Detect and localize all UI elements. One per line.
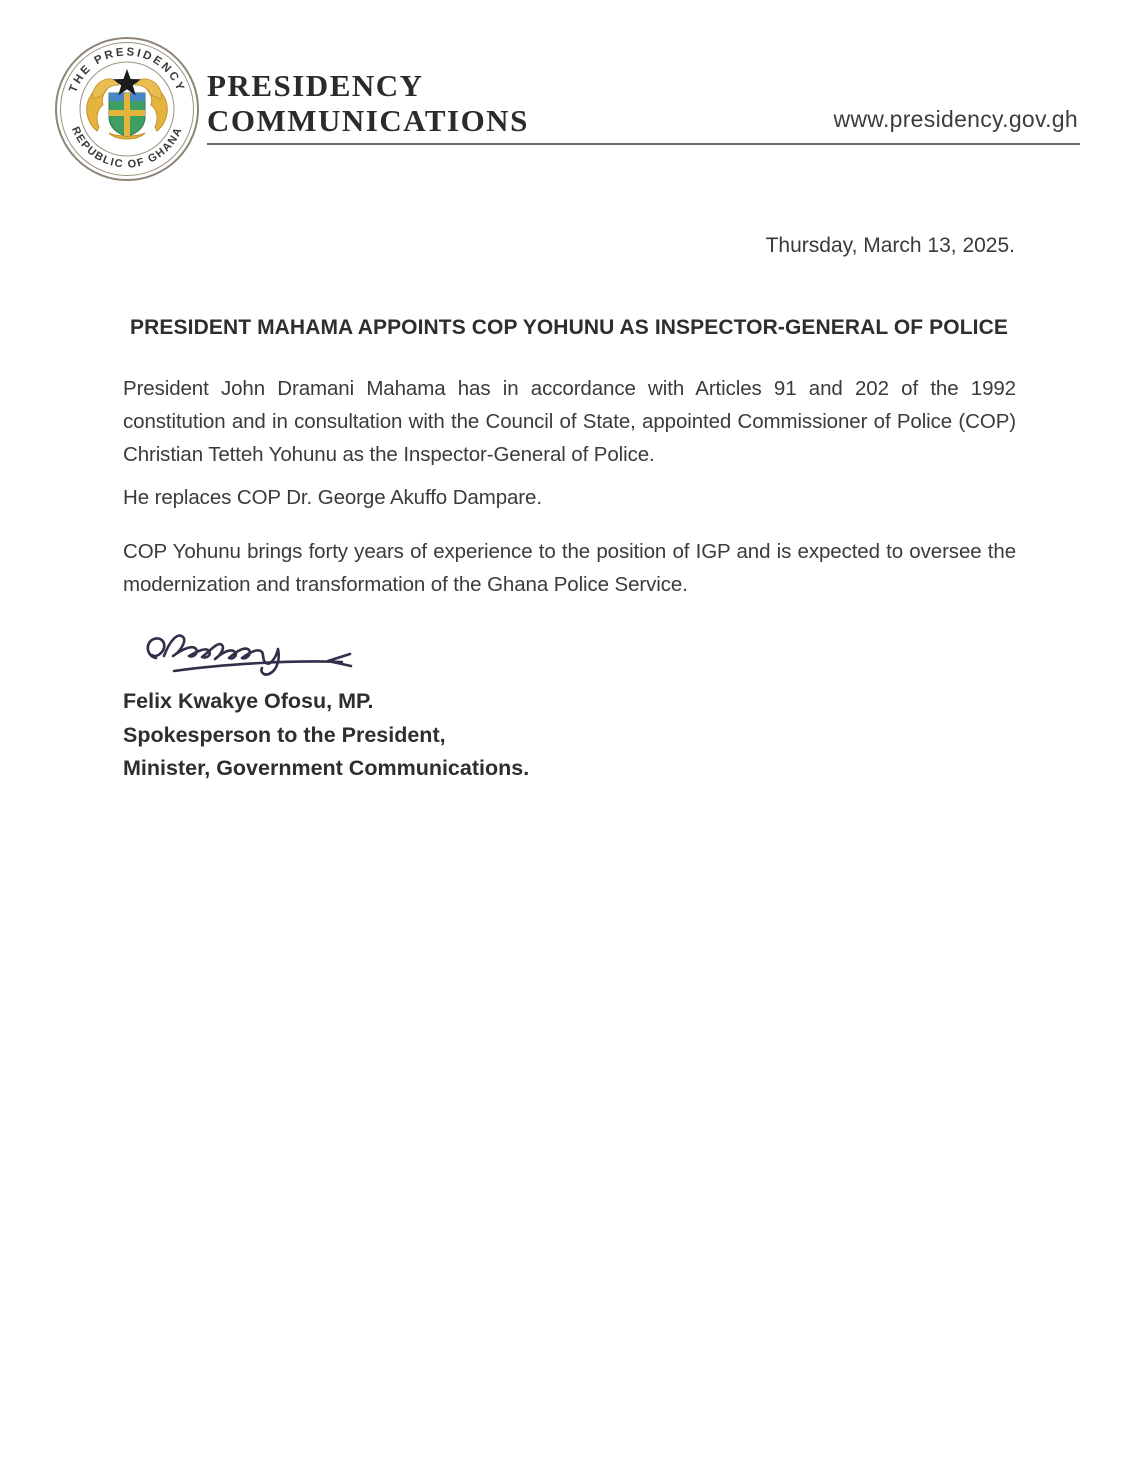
- brand-line2: COMMUNICATIONS: [207, 103, 529, 138]
- website-url: www.presidency.gov.gh: [833, 106, 1078, 132]
- signatory-role-1: Spokesperson to the President,: [123, 722, 446, 747]
- seal-bottom-text: REPUBLIC OF GHANA: [68, 124, 186, 171]
- document-title: PRESIDENT MAHAMA APPOINTS COP YOHUNU AS INSPECTOR-GENERAL OF POLICE: [130, 316, 1008, 339]
- paragraph-2: He replaces COP Dr. George Akuffo Dampare.: [123, 486, 542, 509]
- header-divider: [207, 143, 1080, 145]
- presidency-seal-logo: [53, 35, 201, 183]
- paragraph-3: COP Yohunu brings forty years of experience to the position of IGP and is expected to oversee the modernization and transformation of the Ghana Police Service.: [123, 540, 1016, 596]
- document-date: Thursday, March 13, 2025.: [765, 234, 1015, 257]
- paragraph-1: President John Dramani Mahama has in accordance with Articles 91 and 202 of the 1992 constitution and in consultation with the Council of State, appointed Commissioner of Police (COP) Christian Tetteh Yohunu as the Inspector-General of Police.: [123, 377, 1016, 466]
- ghana-coat-of-arms-seal-icon: [53, 35, 201, 183]
- signature-block: [123, 685, 529, 786]
- signature-icon: [138, 618, 368, 682]
- handwritten-signature: [138, 618, 368, 682]
- brand-title: [207, 68, 529, 138]
- seal-top-text: THE PRESIDENCY: [67, 46, 187, 95]
- brand-line1: PRESIDENCY: [207, 68, 424, 103]
- signatory-name: Felix Kwakye Ofosu, MP.: [123, 689, 374, 713]
- signatory-role-2: Minister, Government Communications.: [123, 756, 530, 780]
